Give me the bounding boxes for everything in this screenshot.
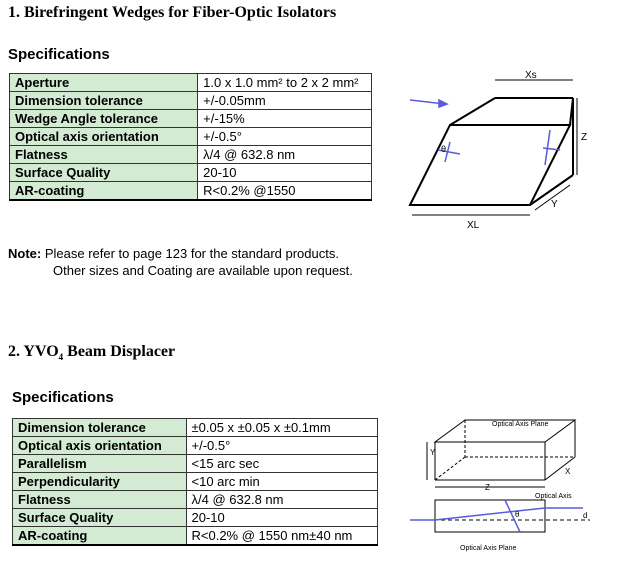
label-theta: θ	[515, 510, 520, 519]
label-z: Z	[581, 132, 588, 143]
spec-value: +/-15%	[198, 110, 372, 128]
section1-note	[8, 245, 339, 262]
section1-spec-heading: Specifications	[8, 46, 110, 63]
spec-key: Optical axis orientation	[10, 128, 198, 146]
section2-title	[8, 343, 175, 362]
spec-key: AR-coating	[10, 182, 198, 201]
spec-row	[13, 473, 378, 491]
label-z: Z	[485, 483, 490, 492]
spec-value: +/-0.5°	[198, 128, 372, 146]
spec-value: <10 arc min	[186, 473, 378, 491]
spec-value: ±0.05 x ±0.05 x ±0.1mm	[186, 419, 378, 437]
label-oap-bottom: Optical Axis Plane	[460, 545, 517, 552]
displacer-diagram	[405, 412, 595, 557]
label-xl: XL	[467, 220, 480, 231]
section2-spec-table	[12, 418, 378, 546]
note-label: Note:	[8, 246, 42, 261]
spec-value: +/-0.5°	[186, 437, 378, 455]
spec-value: 1.0 x 1.0 mm² to 2 x 2 mm²	[198, 74, 372, 92]
section2-title-sub: 4	[58, 352, 64, 363]
spec-key: Flatness	[10, 146, 198, 164]
spec-value: R<0.2% @1550	[198, 182, 372, 201]
label-oap-top: Optical Axis Plane	[492, 421, 549, 428]
note-line1: Please refer to page 123 for the standard products.	[44, 246, 339, 261]
spec-value: R<0.2% @ 1550 nm±40 nm	[186, 527, 378, 546]
spec-value: 20-10	[186, 509, 378, 527]
spec-row	[10, 146, 372, 164]
label-theta: θ	[441, 144, 447, 154]
spec-key: Dimension tolerance	[10, 92, 198, 110]
spec-key: Wedge Angle tolerance	[10, 110, 198, 128]
spec-row	[13, 455, 378, 473]
spec-key: Optical axis orientation	[13, 437, 187, 455]
spec-value: <15 arc sec	[186, 455, 378, 473]
label-x: X	[565, 467, 571, 476]
spec-row	[13, 437, 378, 455]
spec-row	[13, 419, 378, 437]
spec-row	[10, 92, 372, 110]
spec-row	[10, 182, 372, 201]
wedge-diagram	[405, 70, 595, 230]
spec-key: Dimension tolerance	[13, 419, 187, 437]
spec-row	[10, 110, 372, 128]
section1-spec-table	[9, 73, 372, 201]
section1-title: 1. Birefringent Wedges for Fiber-Optic Isolators	[8, 4, 337, 21]
section2-title-prefix: 2. YVO	[8, 343, 59, 360]
spec-row	[13, 491, 378, 509]
spec-row	[10, 164, 372, 182]
label-d: d	[583, 511, 588, 520]
label-xs: Xs	[525, 70, 537, 81]
spec-row	[10, 74, 372, 92]
label-y: Y	[551, 199, 558, 210]
spec-key: Parallelism	[13, 455, 187, 473]
label-y: Y	[430, 448, 436, 457]
spec-value: +/-0.05mm	[198, 92, 372, 110]
spec-key: Flatness	[13, 491, 187, 509]
spec-key: Perpendicularity	[13, 473, 187, 491]
section2-spec-heading: Specifications	[12, 389, 114, 406]
spec-key: Surface Quality	[13, 509, 187, 527]
section2-title-suffix: Beam Displacer	[63, 343, 176, 360]
spec-row	[13, 527, 378, 546]
spec-key: Aperture	[10, 74, 198, 92]
spec-key: AR-coating	[13, 527, 187, 546]
spec-key: Surface Quality	[10, 164, 198, 182]
note-line2: Other sizes and Coating are available upon request.	[53, 263, 353, 278]
spec-row	[13, 509, 378, 527]
spec-value: 20-10	[198, 164, 372, 182]
label-oa: Optical Axis	[535, 493, 572, 500]
spec-row	[10, 128, 372, 146]
spec-value: λ/4 @ 632.8 nm	[198, 146, 372, 164]
spec-value: λ/4 @ 632.8 nm	[186, 491, 378, 509]
